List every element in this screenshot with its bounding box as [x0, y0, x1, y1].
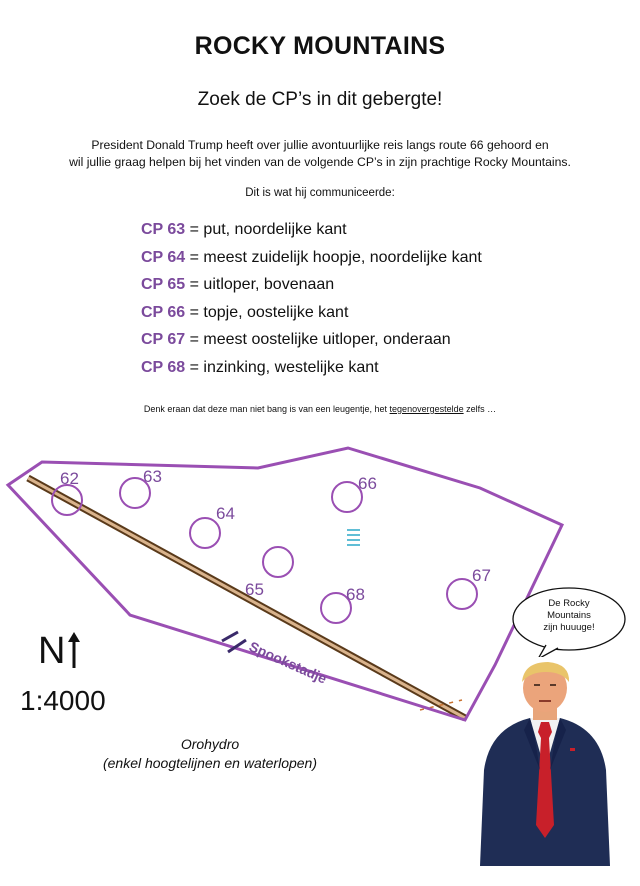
contour-knoll — [195, 525, 215, 541]
cp62-label: 62 — [60, 469, 79, 488]
checkpoint-desc: = inzinking, westelijke kant — [185, 358, 379, 376]
north-arrow-icon — [67, 632, 81, 670]
contour-lines — [30, 463, 526, 657]
checkpoint-desc: = meest oostelijke uitloper, onderaan — [185, 331, 451, 348]
contour-knoll — [337, 491, 353, 503]
contour-knoll — [386, 547, 414, 563]
map-legend — [60, 735, 360, 773]
checkpoint-item — [141, 276, 482, 304]
checkpoint-code: CP 65 — [141, 276, 186, 293]
checkpoint-code: CP 63 — [141, 221, 186, 238]
cp65-label: 65 — [245, 580, 264, 599]
checkpoint-labels — [60, 467, 491, 604]
page-subtitle: Zoek de CP’s in dit gebergte! — [197, 89, 443, 110]
checkpoint-list — [141, 221, 482, 386]
contour-line — [90, 489, 470, 520]
cp68-label: 68 — [346, 585, 365, 604]
speech-text — [520, 598, 618, 634]
contour-knoll — [132, 510, 168, 530]
checkpoint-item — [141, 304, 482, 332]
warning-underlined: tegenovergestelde — [389, 404, 464, 414]
page-title: ROCKY MOUNTAINS — [194, 32, 446, 60]
speech-line-1: De Rocky — [548, 598, 590, 609]
checkpoint-desc: = put, noordelijke kant — [185, 221, 347, 238]
water-marks — [347, 530, 360, 545]
checkpoint-item — [141, 331, 482, 359]
intro-text — [0, 137, 640, 171]
north-letter: N — [38, 630, 66, 672]
checkpoint-code: CP 68 — [141, 358, 186, 376]
cp67-label: 67 — [472, 566, 491, 585]
warning-after: zelfs … — [463, 404, 497, 414]
contour-knoll — [79, 531, 111, 549]
contour-knoll — [250, 530, 290, 550]
checkpoint-item — [141, 249, 482, 277]
checkpoint-desc: = topje, oostelijke kant — [185, 303, 349, 321]
cp64-label: 64 — [216, 504, 235, 523]
checkpoint-desc: = uitloper, bovenaan — [185, 276, 335, 293]
checkpoint-item — [141, 359, 482, 387]
contour-knoll — [325, 600, 345, 614]
warning-before: Denk eraan dat deze man niet bang is van een leugentje, het — [143, 404, 390, 414]
checkpoint-code: CP 67 — [141, 331, 186, 348]
road-label: Spookstadje — [246, 638, 330, 687]
checkpoint-code: CP 64 — [141, 248, 186, 266]
contour-line — [150, 576, 490, 603]
cp66-label: 66 — [358, 474, 377, 493]
cp63-label: 63 — [143, 467, 162, 486]
warning-text — [0, 404, 640, 414]
legend-line-2: (enkel hoogtelijnen en waterlopen) — [102, 755, 318, 771]
intro-line-1: President Donald Trump heeft over jullie avontuurlijke reis langs route 66 gehoord en — [91, 138, 549, 152]
north-indicator — [38, 630, 81, 673]
cp65-circle — [263, 547, 293, 577]
contour-line — [230, 511, 500, 530]
contour-line — [230, 528, 400, 544]
checkpoint-desc: = meest zuidelijk hoopje, noordelijke kant — [185, 248, 482, 266]
map-scale: 1:4000 — [20, 685, 106, 716]
checkpoint-item — [141, 221, 482, 249]
president-photo — [470, 660, 620, 866]
intro-line-2: wil jullie graag helpen bij het vinden van de volgende CP’s in zijn prachtige Rocky Mountains. — [69, 155, 571, 169]
speech-line-3: zijn huuuge! — [543, 622, 595, 633]
speech-line-2: Mountains — [547, 610, 591, 621]
communicated-label: Dit is wat hij communiceerde: — [245, 187, 395, 199]
legend-line-1: Orohydro — [180, 736, 240, 752]
checkpoint-code: CP 66 — [141, 303, 186, 321]
